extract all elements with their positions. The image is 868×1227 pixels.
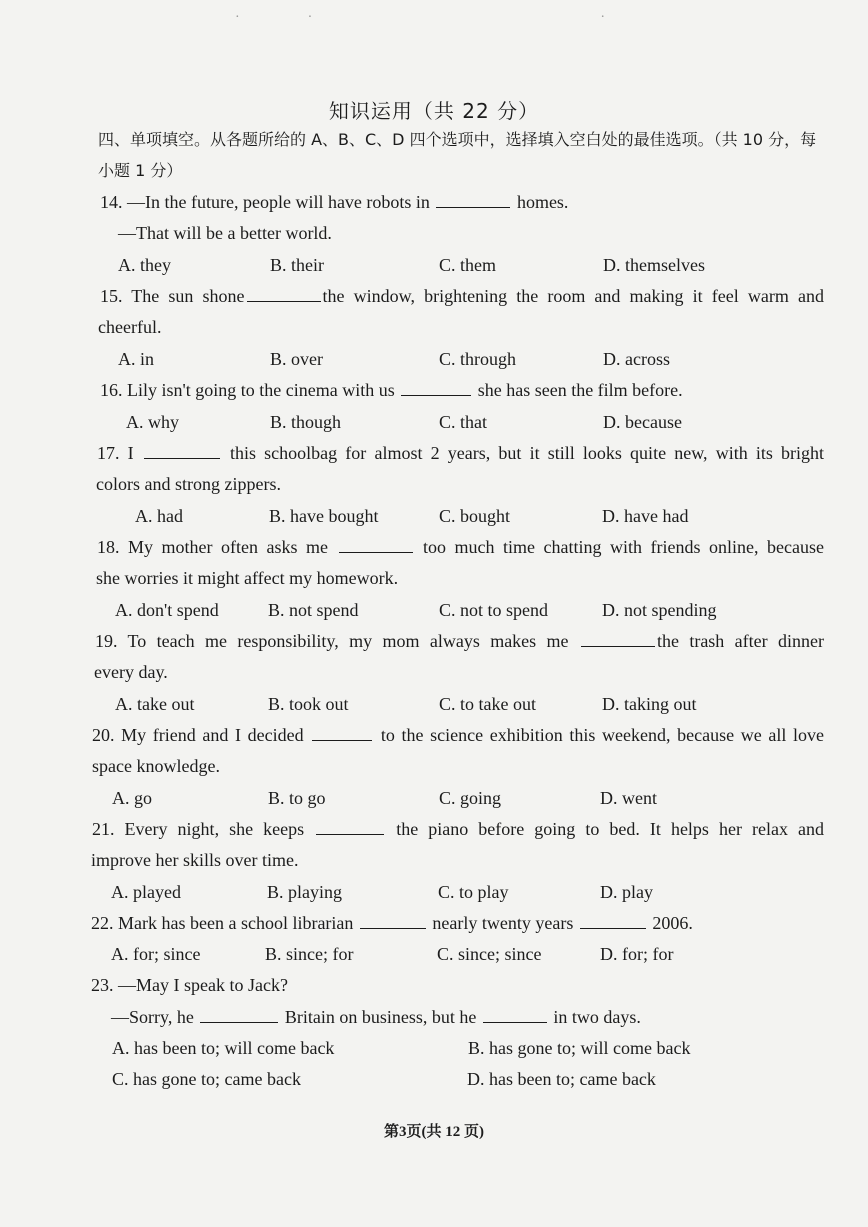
option-a[interactable]: A. had [135, 506, 183, 526]
option-b[interactable]: B. to go [268, 788, 326, 808]
answer-blank [200, 1006, 278, 1023]
option-c[interactable]: C. to play [438, 882, 509, 902]
section-title: 知识运用（共 22 分） [328, 99, 540, 123]
question-21-cont: improve her skills over time. [91, 850, 299, 870]
answer-blank [360, 912, 426, 929]
question-23: 23. —May I speak to Jack? [91, 975, 288, 995]
question-17-cont: colors and strong zippers. [96, 474, 281, 494]
option-a[interactable]: A. in [118, 349, 154, 369]
option-c[interactable]: C. bought [439, 506, 511, 526]
option-c[interactable]: C. them [439, 255, 496, 275]
question-23-reply: —Sorry, he Britain on business, but he in two days. [111, 1007, 641, 1027]
option-c[interactable]: C. since; since [437, 944, 542, 964]
page-number: 第3页(共 12 页) [384, 1124, 484, 1140]
question-17: 17. I this schoolbag for almost 2 years, but it still looks quite new, with its bright [97, 443, 825, 463]
option-d[interactable]: D. not spending [602, 600, 717, 620]
option-d[interactable]: D. because [603, 412, 682, 432]
answer-blank [144, 442, 220, 459]
option-d[interactable]: D. themselves [603, 255, 705, 275]
answer-blank [316, 818, 384, 835]
question-14: 14. —In the future, people will have robots in homes. [100, 192, 569, 212]
option-c[interactable]: C. has gone to; came back [112, 1069, 301, 1089]
option-b[interactable]: B. not spend [268, 600, 359, 620]
option-b[interactable]: B. since; for [265, 944, 354, 964]
option-b[interactable]: B. have bought [269, 506, 379, 526]
option-b[interactable]: B. playing [267, 882, 342, 902]
option-b[interactable]: B. though [270, 412, 342, 432]
question-19: 19. To teach me responsibility, my mom always makes me the trash after dinner [95, 631, 825, 651]
question-20: 20. My friend and I decided to the science exhibition this weekend, because we all love [92, 725, 824, 745]
option-c[interactable]: C. through [439, 349, 517, 369]
option-d[interactable]: D. play [600, 882, 653, 902]
question-15-cont: cheerful. [98, 317, 162, 337]
option-b[interactable]: B. took out [268, 694, 349, 714]
question-18-cont: she worries it might affect my homework. [96, 568, 399, 588]
option-b[interactable]: B. their [270, 255, 324, 275]
option-a[interactable]: A. why [126, 412, 179, 432]
answer-blank [247, 285, 321, 302]
option-a[interactable]: A. take out [115, 694, 195, 714]
answer-blank [436, 191, 510, 208]
answer-blank [580, 912, 646, 929]
option-d[interactable]: D. went [600, 788, 657, 808]
question-15: 15. The sun shone the window, brightening the room and making it feel warm and [100, 286, 824, 306]
scan-artifact: · · · [235, 10, 607, 25]
question-19-cont: every day. [94, 662, 168, 682]
answer-blank [581, 630, 655, 647]
option-c[interactable]: C. to take out [439, 694, 536, 714]
answer-blank [339, 536, 413, 553]
option-a[interactable]: A. has been to; will come back [112, 1038, 335, 1058]
question-14-reply: —That will be a better world. [118, 223, 332, 243]
option-c[interactable]: C. that [439, 412, 487, 432]
section-instruction: 四、单项填空。从各题所给的 A、B、C、D 四个选项中，选择填入空白处的最佳选项。（共 10 分，每小题 1 分） [98, 130, 817, 180]
option-d[interactable]: D. for; for [600, 944, 674, 964]
option-c[interactable]: C. not to spend [439, 600, 549, 620]
option-d[interactable]: D. taking out [602, 694, 697, 714]
option-d[interactable]: D. has been to; came back [467, 1069, 656, 1089]
answer-blank [401, 379, 471, 396]
question-20-cont: space knowledge. [92, 756, 220, 776]
question-16: 16. Lily isn't going to the cinema with us she has seen the film before. [100, 380, 683, 400]
option-a[interactable]: A. for; since [111, 944, 201, 964]
option-b[interactable]: B. has gone to; will come back [468, 1038, 691, 1058]
option-d[interactable]: D. across [603, 349, 670, 369]
option-d[interactable]: D. have had [602, 506, 689, 526]
question-21: 21. Every night, she keeps the piano before going to bed. It helps her relax and [92, 819, 825, 839]
option-a[interactable]: A. played [111, 882, 181, 902]
option-a[interactable]: A. don't spend [115, 600, 219, 620]
option-a[interactable]: A. they [118, 255, 171, 275]
answer-blank [483, 1006, 547, 1023]
option-a[interactable]: A. go [112, 788, 152, 808]
option-c[interactable]: C. going [439, 788, 502, 808]
question-22: 22. Mark has been a school librarian nearly twenty years 2006. [91, 913, 693, 933]
option-b[interactable]: B. over [270, 349, 323, 369]
answer-blank [312, 724, 372, 741]
question-18: 18. My mother often asks me too much time chatting with friends online, because [97, 537, 825, 557]
